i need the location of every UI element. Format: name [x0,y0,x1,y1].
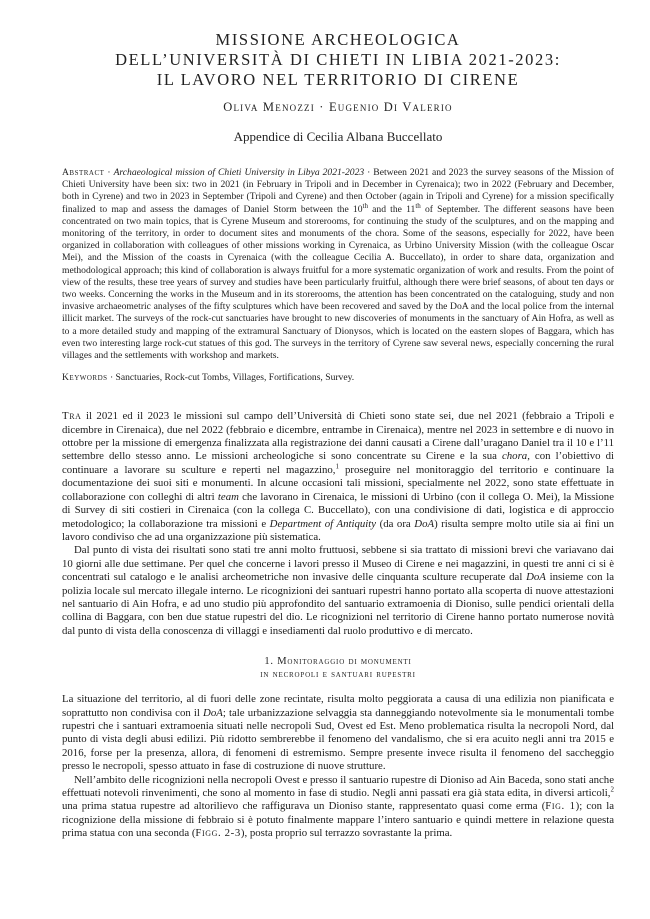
article-page [62,0,614,841]
p3-text-1: La situazione del territorio, al di fuori delle zone recintate, risulta molto peggiorata a causa di una edilizia non pianificata e soprattutto non condivisa con il [62,693,614,719]
abstract-sup-b: th [415,201,421,210]
section-heading [62,655,614,681]
paragraph-4 [62,774,614,841]
p3-italic-1: DoA [203,706,223,719]
p1-text-4: che lavorano in Cirenaica, le missioni di Urbino (con il collega O. Mei), la Missione di Survey di siti costieri in Cirenaica (con la collega C. Buccellato), con una condivisione di dati, logistica e di approccio metodologico; la collaborazione tra missioni e [62,490,614,530]
p1-italic-1: chora [501,450,528,463]
article-title [62,30,614,90]
keywords-text: · Sanctuaries, Rock-cut Tombs, Villages, Fortifications, Survey. [107,372,355,384]
p1-text-1: il 2021 ed il 2023 le missioni sul campo dell’Università di Chieti sono state sei, due nel 2021 (febbraio a Tripoli e dicembre in Cirenaica), due nel 2022 (febbraio e dicembre, entrambe in Cirenaica), mentre nel 2023 in settembre e di nuovo in ottobre per la missione di emergenza finalizzata alla registrazione dei danni causati a Cirene dall’uragano Daniel tra il 10 e l’11 settembre dello stesso anno. Le missioni archeologiche si sono concentrate su Cirene e la sua [62,410,614,463]
figure-ref-2-3[interactable]: Figg. 2-3 [195,827,241,840]
paragraph-3 [62,693,614,773]
abstract-text-c: of September. The different seasons have been concentrated on two main topics, that is Cyrene Museum and storerooms, for continuing the study of the sculptures, and on the mapping and monitoring of the territory, in order to document sites and monuments of the chora. Some of the seasons, especially for 2022, have been organized in collaboration with colleagues of other missions working in Cyrenaica, as Urbino University Mission (with the colleague Oscar Mei), and the Mission of the coasts in Cyrenaica (with the colleague Cecilia A. Buccellato), in order to share data, organization and methodological approach; this kind of collaboration is always fruitful for a more systematic organization of work and results. From the point of view of the results, these tree years of survey and studies have been particularly fruitful, although there were brief seasons, of about ten days or two weeks. Concerning the works in the Museum and in its storerooms, the attention has been concentrated on the cataloguing, study and non invasive archaeometric analyses of the fifty sculptures which have been recovered and saved by the DoA and the local police from the internal illicit market. The surveys of the rock-cut sanctuaries have brought to new discoveries of monuments in the sanctuary of Ain Hofra, as well as to a more detailed study and mapping of the extramural Sanctuary of Dionysos, which is located on the eastern slopes of Baggara, which has even two interesting large rock-cut statues of this god. The surveys in the territory of Cyrene saw several news, especially concerning the rural villages and the settlements with workshop and markets. [62,203,614,362]
p3-text-2: ; tale urbanizzazione selvaggia sta danneggiando notevolmente sia le monumentali tombe rupestri che i santuari extramoenia situati nelle necropoli Sud, Ovest ed Est. Meno problematica risulta la necropoli Nord, dal punto di vista degli abusi edilizi. Più ridotto sembrerebbe il fenomeno del vandalismo, che si era acuito negli anni tra 2015 e 2016, forse per la presenza, allora, di fenomeni di estremismo. Sempre presente invece risulta il fenomeno del saccheggio presso le necropoli, spesso attuato in fase di costruzione di nuove strutture. [62,706,614,773]
p1-text-2: , con l’obiettivo di continuare a lavorare su sculture e reperti nel magazzino, [62,450,614,476]
appendix-credit: Appendice di Cecilia Albana Buccellato [233,129,443,144]
article-body [62,410,614,840]
p4-text-3: ); con la ricognizione della missione di febbraio si è potuto finalmente mappare l’intero santuario e quindi mettere in relazione questa prima statua con una seconda ( [62,800,615,840]
abstract-label: Abstract [62,167,105,178]
section-heading-line-1: 1. Monitoraggio di monumenti [264,656,412,668]
title-line-2: DELL’UNIVERSITÀ DI CHIETI IN LIBIA 2021-2023: [115,50,561,69]
p1-lead: Tra [62,410,82,423]
footnote-ref-2[interactable]: 2 [610,785,614,794]
title-line-3: IL LAVORO NEL TERRITORIO DI CIRENE [156,70,520,89]
p1-italic-3: Department of Antiquity [269,517,377,530]
abstract-text-a: · Between 2021 and 2023 the survey seasons of the Mission of Chieti University have been six: two in 2021 (in February in Tripoli and in December in Cyrenaica); two in 2022 (February and December, both in Cyrene) and two in 2023 in September (Tripoli and Cyrene) and then October (again in Tripoli and Cyrene) for a mission specifically finalized to map and assess the damages of Daniel Storm between the 10 [62,167,614,215]
authors: Oliva Menozzi · Eugenio Di Valerio [223,100,453,114]
paragraph-2 [62,544,614,638]
figure-ref-1[interactable]: Fig. 1 [545,800,576,813]
p2-text-2: insieme con la polizia locale sul mercato illegale interno. Le ricognizioni dei santuari rupestri hanno portato alla scoperta di nuove attestazioni nel santuario di Ain Hofra, e ad uno studio più approfondito del santuario extramoenia di Dioniso, sulle pendici orientali della collina di Baggara, con ben due statue rupestri del dio. Le ricognizioni nel territorio di Cirene hanno portato numerose novità dal punto di vista della conoscenza di villaggi e insediamenti dal ruolo produttivo e di mercato. [62,571,615,637]
p1-italic-4: DoA [414,517,435,530]
p1-italic-2: team [217,490,239,503]
keywords-label: Keywords [62,372,108,384]
section-heading-line-2: in necropoli e santuari rupestri [260,669,416,681]
paragraph-1 [62,410,614,544]
p1-text-6: ) risulta sempre molto utile sia ai fini un lavoro condiviso che ad una organizzazione più sistematica. [62,517,615,543]
p2-italic-1: DoA [526,571,546,584]
p1-text-3: proseguire nel monitoraggio del territorio e continuare la documentazione dei suoi siti e monumenti. In alcune occasioni tali missioni, specialmente nel 2022, sono state effettuate in collaborazione con colleghi di altri [62,463,614,503]
abstract-title: Archaeological mission of Chieti University in Libya 2021-2023 [113,167,365,178]
p4-text-2: una prima statua rupestre ad altorilievo che raffigurava un Dioniso stante, rappresentato quasi come erma ( [62,800,546,813]
p4-text-1: Nell’ambito delle ricognizioni nella necropoli Ovest e presso il santuario rupestre di Dioniso ad Ain Baceda, sono stati anche effettuati notevoli rinvenimenti, che sono al momento in fase di studio. Negli anni passati era già stata edita, in diversi articoli, [62,773,614,799]
p4-text-4: ), posta proprio sul terrazzo sovrastante la prima. [240,827,453,840]
keywords [62,372,614,384]
title-line-1: MISSIONE ARCHEOLOGICA [215,30,461,49]
p1-text-5: (da ora [376,517,415,530]
abstract-text-b: and the 11 [367,203,416,215]
abstract [62,167,614,362]
abstract-sup-a: th [362,201,368,210]
p2-text-1: Dal punto di vista dei risultati sono stati tre anni molto fruttuosi, sebbene si sia trattato di missioni brevi che variavano dai 10 giorni alle due settimane. Per quel che concerne i lavori presso il Museo di Cirene e nei magazzini, in questi tre anni ci si è concentrati sul catalogo e le analisi archeometriche non invasive delle cinquanta sculture recuperate dal [62,544,614,584]
footnote-ref-1[interactable]: 1 [335,462,339,471]
abstract-separator: · [104,167,114,178]
